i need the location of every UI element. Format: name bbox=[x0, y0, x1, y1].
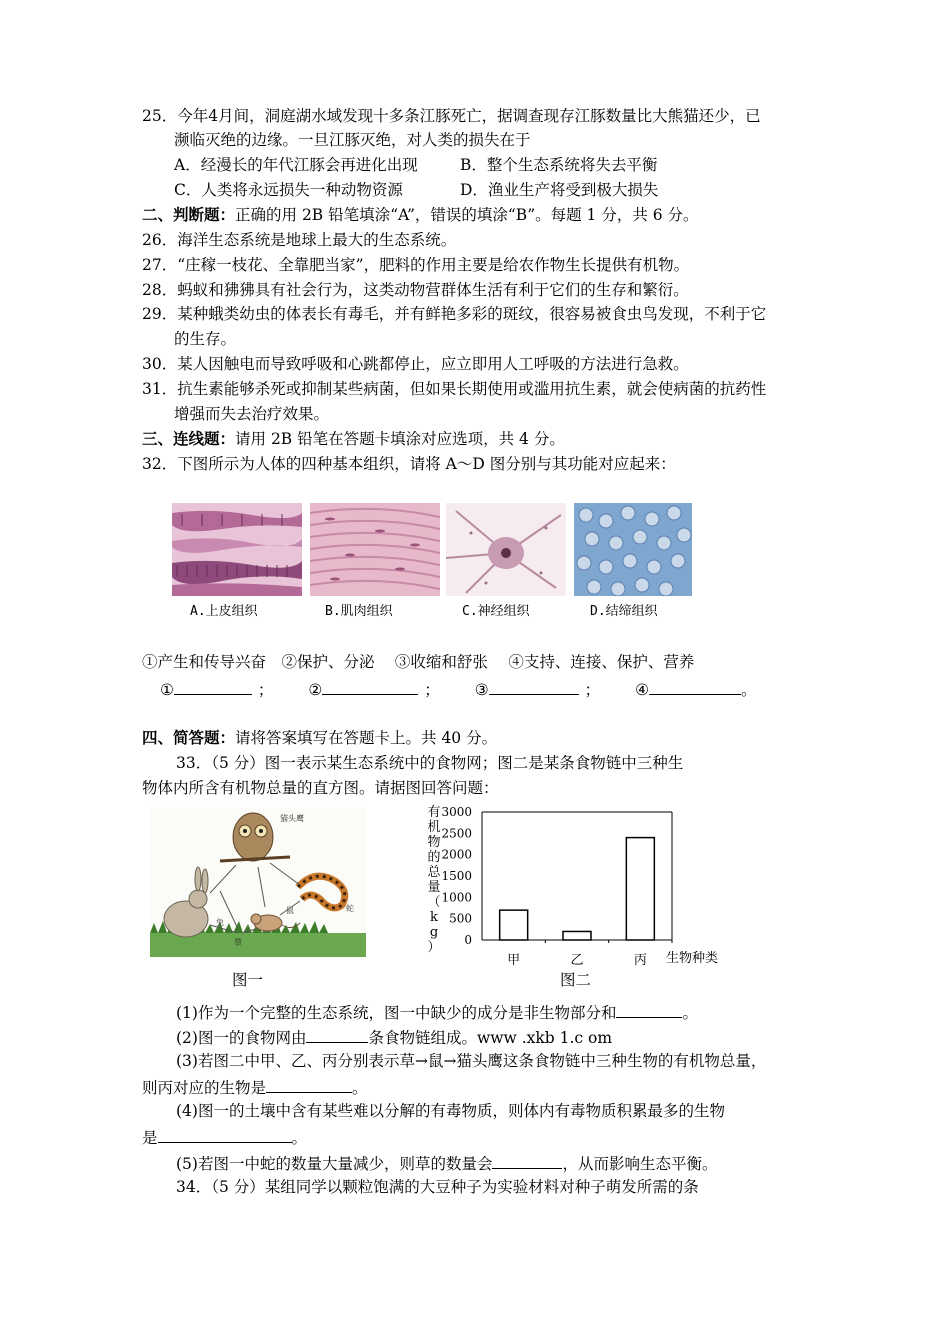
q29-line1: 29．某种蛾类幼虫的体表长有毒毛，并有鲜艳多彩的斑纹，很容易被食虫鸟发现，不利于它 bbox=[142, 305, 767, 323]
y-label-char-5: 量 bbox=[427, 880, 441, 895]
answer-blank-1[interactable] bbox=[174, 678, 252, 695]
q33-sub4-text: 是 bbox=[142, 1129, 158, 1147]
section-2-instructions: 正确的用 2B 铅笔填涂“A”，错误的填涂“B”。每题 1 分，共 6 分。 bbox=[235, 206, 699, 224]
q25-line1: 25．今年4月间，洞庭湖水域发现十多条江豚死亡，据调查现存江豚数量比大熊猫还少，已 bbox=[142, 107, 761, 125]
q31-line1: 31．抗生素能够杀死或抑制某些病菌，但如果长期使用或滥用抗生素，就会使病菌的抗药性 bbox=[142, 380, 767, 398]
q33-sub4-end: 。 bbox=[291, 1129, 308, 1147]
y-label-char-3: 的 bbox=[427, 850, 441, 865]
y-tick-label-1: 500 bbox=[449, 911, 472, 926]
section-2-heading bbox=[142, 205, 699, 225]
q29-line2: 的生存。 bbox=[174, 330, 237, 348]
y-tick-label-6: 3000 bbox=[441, 805, 472, 819]
q33-sub3-end: 。 bbox=[352, 1079, 368, 1097]
x-ticks bbox=[507, 940, 672, 968]
answer-sep-1: ； bbox=[257, 681, 274, 699]
nerve-tissue-image bbox=[446, 503, 566, 596]
food-web-figure bbox=[150, 807, 366, 957]
q25-line2: 濒临灭绝的边缘。一旦江豚灭绝，对人类的损失在于 bbox=[174, 131, 531, 149]
epithelial-tissue-image bbox=[172, 503, 302, 596]
q33-sub4-line2 bbox=[142, 1126, 307, 1148]
q33-sub5-end: ，从而影响生态平衡。 bbox=[562, 1155, 718, 1173]
bar-chart-svg bbox=[400, 800, 760, 980]
q33-sub4-blank[interactable] bbox=[158, 1126, 292, 1143]
answer-mark-2: ② bbox=[308, 681, 323, 699]
section-3-heading bbox=[142, 429, 565, 449]
y-tick-label-4: 2000 bbox=[441, 847, 472, 862]
section-2-title: 二、判断题： bbox=[142, 205, 236, 224]
q33-sub5-text: (5)若图一中蛇的数量大量减少，则草的数量会 bbox=[176, 1155, 493, 1173]
grass-label: 草 bbox=[234, 938, 242, 947]
section-3-title: 三、连线题： bbox=[142, 429, 236, 448]
y-label-char-1: 机 bbox=[427, 820, 441, 835]
y-label-char-8: g bbox=[429, 925, 439, 940]
y-tick-label-3: 1500 bbox=[441, 869, 472, 883]
q33-sub4-line1: (4)图一的土壤中含有某些难以分解的有毒物质，则体内有毒物质积累最多的生物 bbox=[176, 1102, 725, 1120]
q32-stem: 32．下图所示为人体的四种基本组织，请将 A～D 图分别与其功能对应起来： bbox=[142, 455, 676, 473]
y-ticks bbox=[441, 805, 472, 947]
x-tick-label-0: 甲 bbox=[507, 953, 521, 968]
q25-option-c: C．人类将永远损失一种动物资源 bbox=[174, 181, 403, 199]
q33-sub1-end: 。 bbox=[682, 1004, 698, 1022]
q25-option-b: B．整个生态系统将失去平衡 bbox=[460, 156, 658, 174]
y-label-char-4: 总 bbox=[427, 865, 441, 880]
q30: 30．某人因触电而导致呼吸和心跳都停止，应立即用人工呼吸的方法进行急救。 bbox=[142, 355, 689, 373]
q34-stem: 34．（5 分）某组同学以颗粒饱满的大豆种子为实验材料对种子萌发所需的条 bbox=[176, 1178, 699, 1196]
q26: 26．海洋生态系统是地球上最大的生态系统。 bbox=[142, 231, 457, 249]
figure-1-caption: 图一 bbox=[232, 971, 264, 989]
bar-1 bbox=[563, 931, 591, 940]
y-label-char-2: 物 bbox=[427, 835, 441, 850]
connective-tissue-image bbox=[574, 503, 692, 596]
mouse-label: 鼠 bbox=[286, 906, 294, 915]
q25-option-d: D．渔业生产将受到极大损失 bbox=[460, 181, 659, 199]
figure-2-caption: 图二 bbox=[560, 971, 592, 989]
answer-sep-4: 。 bbox=[740, 681, 757, 699]
section-4-title: 四、简答题： bbox=[142, 728, 236, 747]
caption-b: B.肌肉组织 bbox=[325, 604, 393, 619]
y-tick-label-5: 2500 bbox=[441, 826, 472, 841]
q33-sub5-blank[interactable] bbox=[492, 1152, 562, 1169]
y-label-char-7: k bbox=[430, 910, 438, 925]
answer-mark-1: ① bbox=[160, 681, 174, 699]
section-3-instructions: 请用 2B 铅笔在答题卡填涂对应选项，共 4 分。 bbox=[235, 430, 565, 448]
q31-line2: 增强而失去治疗效果。 bbox=[174, 405, 330, 423]
q27: 27．“庄稼一枝花、全靠肥当家”，肥料的作用主要是给农作物生长提供有机物。 bbox=[142, 256, 690, 274]
bars bbox=[500, 838, 655, 940]
q32-functions: ①产生和传导兴奋 ②保护、分泌 ③收缩和舒张 ④支持、连接、保护、营养 bbox=[142, 653, 695, 671]
q33-line1: 33．（5 分）图一表示某生态系统中的食物网；图二是某条食物链中三种生 bbox=[176, 754, 684, 772]
x-axis-label: 生物种类 bbox=[666, 951, 719, 966]
organic-matter-chart bbox=[400, 800, 760, 980]
x-tick-label-1: 乙 bbox=[570, 953, 584, 968]
q33-line2: 物体内所含有机物总量的直方图。请据图回答问题： bbox=[142, 779, 499, 797]
rabbit-label: 兔 bbox=[216, 918, 224, 927]
answer-blank-3[interactable] bbox=[489, 678, 579, 695]
y-axis-label bbox=[427, 805, 441, 955]
answer-sep-3: ； bbox=[584, 681, 601, 699]
q32-answer-row bbox=[160, 678, 757, 700]
caption-c: C.神经组织 bbox=[462, 604, 530, 619]
q33-sub2 bbox=[176, 1026, 612, 1048]
snake-label: 蛇 bbox=[346, 904, 354, 913]
answer-mark-4: ④ bbox=[635, 681, 649, 699]
answer-blank-2[interactable] bbox=[322, 678, 418, 695]
owl-label: 猫头鹰 bbox=[280, 814, 304, 823]
q33-sub1-blank[interactable] bbox=[616, 1001, 682, 1018]
y-label-char-9: ） bbox=[427, 940, 441, 955]
q28: 28．蚂蚁和狒狒具有社会行为，这类动物营群体生活有利于它们的生存和繁衍。 bbox=[142, 281, 689, 299]
answer-blank-4[interactable] bbox=[649, 678, 741, 695]
q33-sub3-line2 bbox=[142, 1076, 368, 1098]
q33-sub1-text: (1)作为一个完整的生态系统，图一中缺少的成分是非生物部分和 bbox=[176, 1004, 617, 1022]
bar-0 bbox=[500, 910, 528, 940]
caption-a: A.上皮组织 bbox=[190, 604, 258, 619]
q33-sub3-blank[interactable] bbox=[266, 1076, 352, 1093]
caption-d: D.结缔组织 bbox=[590, 604, 658, 619]
answer-sep-2: ； bbox=[424, 681, 440, 699]
y-tick-label-2: 1000 bbox=[441, 890, 472, 905]
section-4-heading bbox=[142, 728, 497, 748]
section-4-instructions: 请将答案填写在答题卡上。共 40 分。 bbox=[235, 729, 498, 747]
q33-sub2-blank[interactable] bbox=[306, 1026, 368, 1043]
answer-mark-3: ③ bbox=[474, 681, 489, 699]
q33-sub3-line1: (3)若图二中甲、乙、丙分别表示草→鼠→猫头鹰这条食物链中三种生物的有机物总量， bbox=[176, 1052, 767, 1070]
y-label-char-6: （ bbox=[427, 895, 441, 910]
q33-sub2-end: 条食物链组成。www .xkb 1.c om bbox=[368, 1029, 613, 1047]
q33-sub2-text: (2)图一的食物网由 bbox=[176, 1029, 307, 1047]
bar-2 bbox=[626, 838, 654, 940]
q25-option-a: A．经漫长的年代江豚会再进化出现 bbox=[174, 156, 418, 174]
q33-sub3-text: 则丙对应的生物是 bbox=[142, 1079, 267, 1097]
q33-sub5 bbox=[176, 1152, 717, 1174]
y-tick-label-0: 0 bbox=[464, 933, 472, 947]
muscle-tissue-image bbox=[310, 503, 440, 596]
y-label-char-0: 有 bbox=[427, 805, 441, 820]
x-tick-label-2: 丙 bbox=[633, 953, 647, 968]
q33-sub1 bbox=[176, 1001, 698, 1023]
